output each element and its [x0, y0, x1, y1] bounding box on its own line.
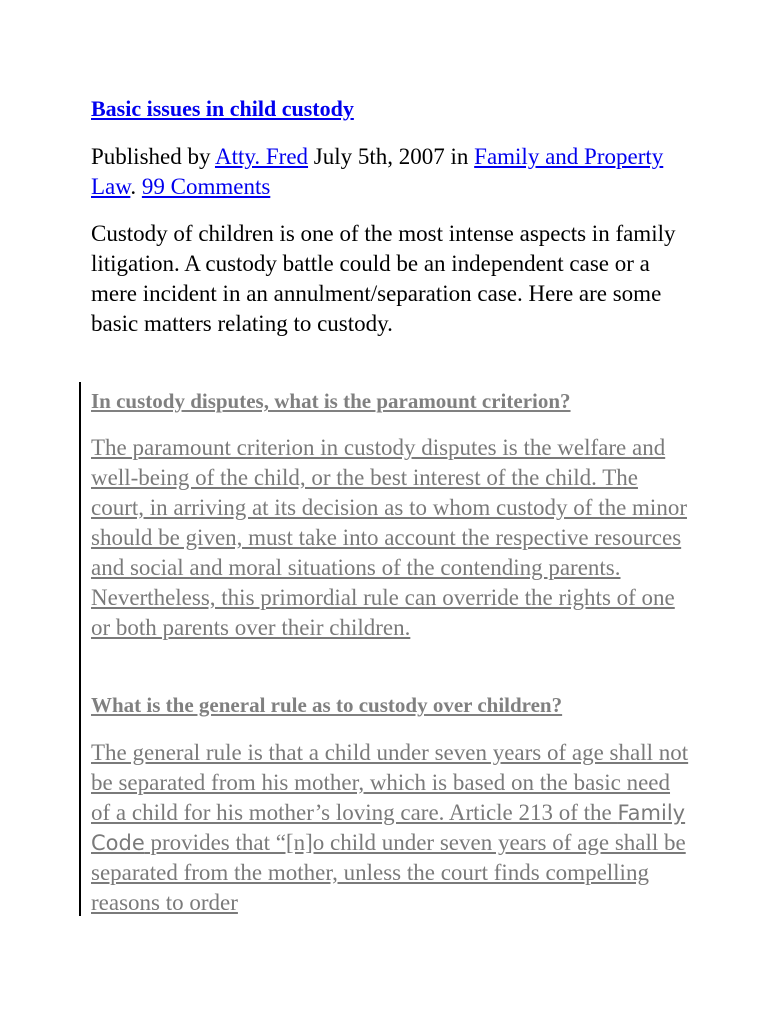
byline-separator: .: [130, 174, 137, 199]
published-by-label: Published by: [91, 144, 211, 169]
answer-paragraph-2: [91, 738, 691, 918]
question-heading-1: In custody disputes, what is the paramount criterion?: [91, 389, 571, 413]
intro-paragraph: Custody of children is one of the most intense aspects in family litigation. A custody battle could be an independent case or a mere incident in an annulment/separation case. Here are some basic matters relating to custody.: [91, 221, 676, 336]
publish-date: July 5th, 2007 in: [313, 144, 469, 169]
question-heading-2: What is the general rule as to custody over children?: [91, 693, 563, 717]
answer-2-text-start: The general rule is that a child under seven years of age shall not be separated from his mother, which is based on the basic need of a child for his mother’s loving care. Article 213 of the: [91, 740, 689, 825]
article-byline: [91, 142, 711, 202]
answer-2-text-end: provides that “[n]o child under seven years of age shall be separated from the mother, unless the court finds compelling reasons to order: [91, 830, 686, 915]
answer-paragraph-1: The paramount criterion in custody disputes is the welfare and well-being of the child, or the best interest of the child. The court, in arriving at its decision as to whom custody of the minor should be given, must take into account the respective resources and social and moral situations of the contending parents. Nevertheless, this primordial rule can override the rights of one or both parents over their children.: [91, 435, 687, 640]
author-link[interactable]: Atty. Fred: [214, 144, 309, 169]
article-title-link[interactable]: Basic issues in child custody: [91, 96, 354, 121]
comments-link[interactable]: 99 Comments: [141, 174, 271, 199]
family-code-term: Family Code: [91, 801, 686, 855]
blockquote-bar: [79, 382, 81, 916]
category-link[interactable]: Family and Property Law: [91, 144, 664, 199]
